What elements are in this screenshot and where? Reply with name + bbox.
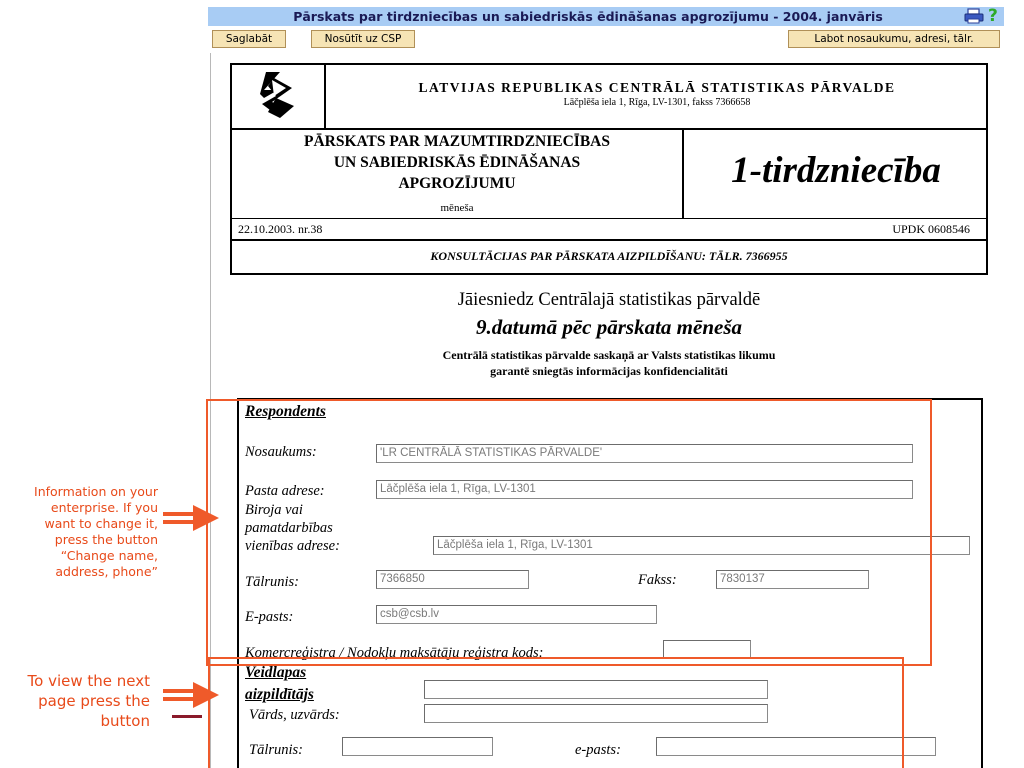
postal-address-label: Pasta adrese: [245,483,325,499]
edit-name-address-phone-button[interactable]: Labot nosaukumu, adresi, tālr. [788,30,1000,48]
filler-email-label: e-pasts: [575,742,621,758]
office-address-label-1: Biroja vai [245,502,303,518]
csb-logo [258,68,298,120]
form-date-number: 22.10.2003. nr.38 [238,222,323,236]
header-divider [230,239,988,241]
filler-phone-label: Tālrunis: [249,742,303,758]
header-divider [324,63,326,129]
office-address-label-2: pamatdarbības [245,520,333,536]
save-button[interactable]: Saglabāt [212,30,286,48]
respondent-heading: Respondents [245,403,326,420]
name-label: Nosaukums: [245,444,317,460]
name-field[interactable]: 'LR CENTRĀLĀ STATISTIKAS PĀRVALDE' [376,444,913,463]
submission-line-1: Jāiesniedz Centrālajā statistikas pārvaldē [457,290,761,310]
fax-label: Fakss: [638,572,677,588]
report-title-line-1: PĀRSKATS PAR MAZUMTIRDZNIECĪBAS [303,133,610,150]
registration-code-label: Komercreģistra / Nodokļu maksātāju reģistra kods: [245,645,544,661]
fax-field[interactable]: 7830137 [716,570,869,589]
arrow-right-icon [163,682,219,708]
window-title: Pārskats par tirdzniecības un sabiedriskās ēdināšanas apgrozījumu - 2004. janvāris [293,9,883,24]
consultation-phone: KONSULTĀCIJAS PAR PĀRSKATA AIZPILDĪŠANU: TĀLR. 7366955 [430,249,788,263]
confidentiality-line-1: Centrālā statistikas pārvalde saskaņā ar Valsts statistikas likumu [442,348,776,362]
email-label: E-pasts: [245,609,294,625]
next-page-annotation: To view the next page press the button [27,672,150,730]
toolbar [208,27,1004,53]
printer-icon[interactable] [963,8,985,24]
filler-heading-1: Veidlapas [245,664,307,681]
form-code: 1-tirdzniecība [731,150,941,191]
org-address: Lāčplēša iela 1, Rīga, LV-1301, fakss 7366658 [563,97,751,108]
report-period: mēneša [440,202,474,214]
send-to-csp-button[interactable]: Nosūtīt uz CSP [311,30,415,48]
postal-address-field[interactable]: Lāčplēša iela 1, Rīga, LV-1301 [376,480,913,499]
header-divider [230,128,988,130]
pointer-line [172,715,202,718]
office-address-label-3: vienības adrese: [245,538,340,554]
filler-name-label: Vārds, uzvārds: [249,707,340,723]
org-name: LATVIJAS REPUBLIKAS CENTRĀLĀ STATISTIKAS PĀRVALDE [418,80,896,95]
office-address-field[interactable]: Lāčplēša iela 1, Rīga, LV-1301 [433,536,970,555]
phone-field[interactable]: 7366850 [376,570,529,589]
help-icon[interactable]: ? [988,6,998,26]
updk-code: UPDK 0608546 [892,222,970,236]
filler-highlight-box [208,657,904,768]
confidentiality-line-2: garantē sniegtās informācijas konfidencialitāti [490,364,728,378]
report-title-line-3: APGROZĪJUMU [398,175,516,192]
filler-heading-2: aizpildītājs [245,686,314,703]
arrow-right-icon [163,505,219,531]
window-title-bar [208,7,1004,26]
submission-deadline: 9.datumā pēc pārskata mēneša [476,315,742,339]
email-field[interactable]: csb@csb.lv [376,605,657,624]
report-title-line-2: UN SABIEDRISKĀS ĒDINĀŠANAS [333,154,581,171]
enterprise-info-annotation: Information on your enterprise. If you want to change it, press the button “Change name, address, phone” [34,484,158,579]
respondent-highlight-box [206,399,932,666]
phone-label: Tālrunis: [245,574,299,590]
header-divider [230,218,988,219]
